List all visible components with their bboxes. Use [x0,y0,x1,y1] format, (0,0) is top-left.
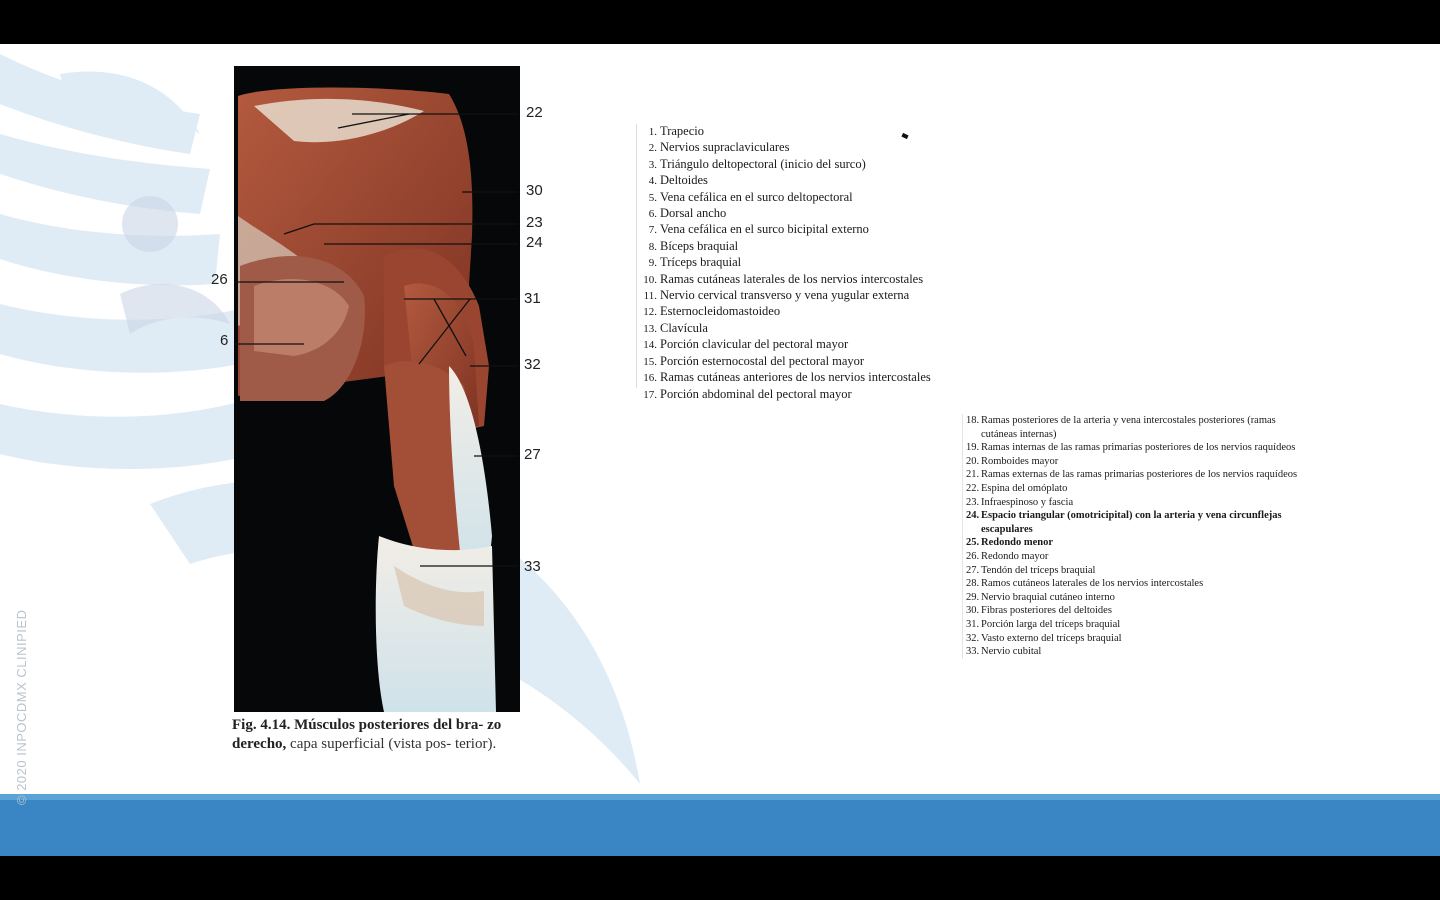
legend-item-number: 24. [966,510,980,522]
legend-item-text: Nervio braquial cutáneo interno [981,591,1115,603]
legend-item-text: Redondo menor [981,537,1054,549]
legend-item [966,564,1311,578]
legend-item [641,255,961,271]
figure-caption [232,716,517,754]
legend-item [966,441,1311,455]
legend-item [641,321,961,337]
legend-item-text: Ramas externas de las ramas primarias posteriores de los nervios raquídeos [981,469,1298,481]
legend-item [966,591,1311,605]
legend-item-text: Trapecio [660,124,704,138]
legend-item [641,190,961,206]
legend-item [966,509,1311,536]
legend-item [966,536,1311,550]
legend-item [966,482,1311,496]
legend-item [641,387,961,403]
copyright-text: © 2020 INPOCDMX CLINIPIED [14,609,29,805]
legend-item-text: Espina del omóplato [981,482,1068,494]
legend-item-number: 18. [966,415,980,426]
legend-item-text: Espacio triangular (omotricipital) con la arteria y vena circunflejas escapulares [981,510,1282,535]
legend-item [641,272,961,288]
legend-item-number: 15. [643,355,657,368]
legend-item-text: Triángulo deltopectoral (inicio del surco) [660,156,866,171]
legend-item [641,124,961,140]
legend-item [641,206,961,222]
legend-item-number: 25. [966,537,980,549]
legend-item [641,288,961,304]
figure-label-23: 23 [526,214,543,231]
legend-item-number: 21. [966,469,980,481]
legend-item-text: Clavícula [660,320,708,335]
figure-label-24: 24 [526,234,543,251]
legend-item-text: Ramos cutáneos laterales de los nervios intercostales [981,578,1204,590]
legend-item-text: Porción clavicular del pectoral mayor [660,337,849,352]
legend-item-text: Tendón del tríceps braquial [981,564,1096,576]
legend-item [641,370,961,386]
legend-item-text: Nervio cervical transverso y vena yugular externa [660,288,910,303]
legend-item [641,157,961,173]
legend-item [966,414,1311,441]
figure-label-33: 33 [524,558,541,575]
figure-label-31: 31 [524,290,541,307]
legend-item-number: 28. [966,578,980,590]
legend-item-number: 26. [966,550,980,562]
legend-item [641,239,961,255]
legend-item-number: 5. [648,191,657,204]
arm-muscle-figure [234,66,520,712]
legend-item-text: Dorsal ancho [660,206,727,221]
figure-label-6: 6 [220,332,229,349]
legend-item [966,468,1311,482]
arm-anatomy-illustration [234,66,520,712]
legend-item-text: Porción esternocostal del pectoral mayor [660,353,865,368]
legend-item [966,645,1311,659]
legend-item-text: Infraespinoso y fascia [981,496,1074,508]
legend-item-number: 1. [648,126,657,138]
legend-item-number: 22. [966,482,980,494]
legend-item-text: Tríceps braquial [660,255,742,270]
legend-item-number: 29. [966,591,980,603]
legend-item-text: Nervio cubital [981,646,1042,658]
legend-item [966,618,1311,632]
legend-item [966,550,1311,564]
legend-item-text: Vasto externo del tríceps braquial [981,632,1122,644]
legend-item-number: 7. [648,224,657,237]
legend-item [966,455,1311,469]
slide [0,44,1440,856]
legend-item-number: 19. [966,442,980,454]
legend-item [966,604,1311,618]
figure-label-32: 32 [524,356,541,373]
legend-item-text: Vena cefálica en el surco deltopectoral [660,189,853,204]
legend-item-text: Deltoides [660,173,708,188]
legend-item-number: 3. [648,158,657,171]
legend-item-text: Ramas internas de las ramas primarias posteriores de los nervios raquídeos [981,442,1296,454]
legend-item [641,222,961,238]
legend-item-number: 13. [643,322,657,335]
footer-bar [0,794,1440,856]
legend-item-text: Bíceps braquial [660,238,739,253]
legend-item-number: 23. [966,496,980,508]
legend-item [641,354,961,370]
legend-item-text: Esternocleidomastoideo [660,304,781,319]
legend-item-number: 17. [643,388,657,401]
legend-item-number: 33. [966,646,980,658]
footer-bar-highlight [0,794,1440,800]
figure-label-30: 30 [526,182,543,199]
legend-item-number: 6. [648,208,657,221]
legend-item-text: Vena cefálica en el surco bicipital externo [660,222,869,237]
legend-item-text: Porción abdominal del pectoral mayor [660,386,852,401]
legend-item-number: 4. [648,175,657,188]
legend-item-number: 27. [966,564,980,576]
legend-item-text: Ramas posteriores de la arteria y vena intercostales posteriores (ramas cutáneas internas) [981,415,1276,440]
legend-item-number: 9. [648,257,657,270]
legend-item [966,632,1311,646]
legend-item [641,173,961,189]
legend-item-number: 32. [966,632,980,644]
legend-item [966,577,1311,591]
legend-item-text: Redondo mayor [981,550,1049,562]
legend-item-text: Romboides mayor [981,455,1059,467]
figure-label-27: 27 [524,446,541,463]
legend-item-number: 16. [643,372,657,385]
legend-item-number: 2. [648,142,657,155]
legend-item-text: Nervios supraclaviculares [660,140,790,155]
figure-caption-text: capa superficial (vista pos- terior). [286,736,497,752]
legend-item-text: Fibras posteriores del deltoides [981,605,1112,617]
legend-item [641,304,961,320]
legend-item [641,140,961,156]
posterior-legend-list [962,414,1311,659]
legend-item-number: 12. [643,306,657,319]
legend-item-number: 10. [643,273,657,286]
figure-label-22: 22 [526,104,543,121]
figure-label-26: 26 [211,271,228,288]
legend-item [641,337,961,353]
legend-item-number: 14. [643,339,657,352]
legend-item-number: 11. [643,290,657,303]
legend-item-text: Ramas cutáneas anteriores de los nervios intercostales [660,370,931,385]
legend-item-number: 8. [648,240,657,253]
legend-item-number: 20. [966,455,980,467]
legend-item [966,496,1311,510]
legend-item-text: Ramas cutáneas laterales de los nervios intercostales [660,271,924,286]
figure-caption-title: Fig. 4.14. Músculos posteriores del bra- zo derecho, [232,717,502,752]
legend-item-number: 31. [966,618,980,630]
legend-item-number: 30. [966,605,980,617]
legend-item-text: Porción larga del tríceps braquial [981,618,1121,630]
anterior-legend-list [636,124,961,401]
